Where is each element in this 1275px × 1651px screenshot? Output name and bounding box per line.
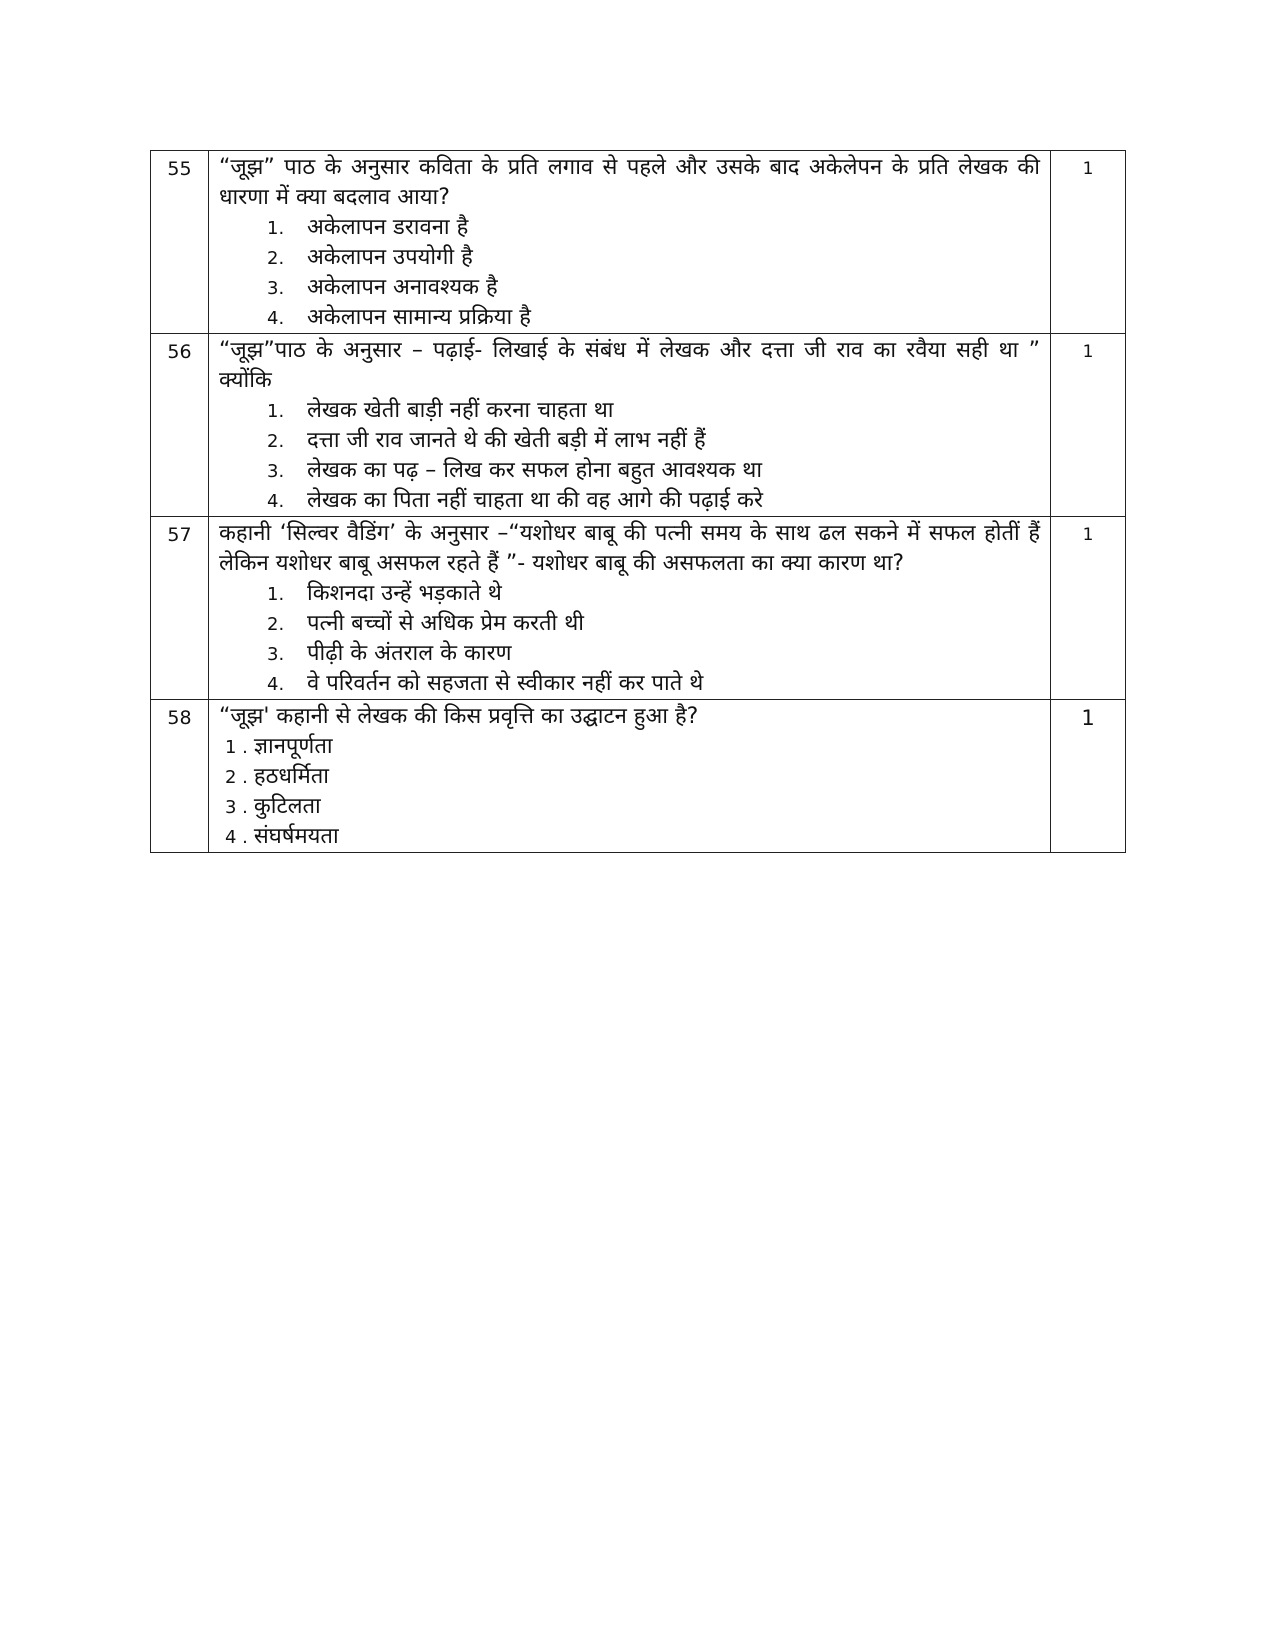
option-number: 4. bbox=[267, 491, 285, 512]
option-number: 3. bbox=[267, 461, 285, 482]
question-body bbox=[209, 700, 1051, 853]
option-list bbox=[219, 396, 1040, 516]
option-list bbox=[219, 213, 1040, 333]
option-number: 3. bbox=[267, 644, 285, 665]
option-number: 3. bbox=[267, 278, 285, 299]
option-number: 1. bbox=[267, 401, 285, 422]
option-list bbox=[219, 732, 1040, 852]
question-number: 57 bbox=[151, 517, 209, 700]
question-row-57 bbox=[151, 517, 1126, 700]
question-number: 58 bbox=[151, 700, 209, 853]
question-row-55 bbox=[151, 151, 1126, 334]
option-item bbox=[267, 243, 1040, 273]
option-number: 1 . bbox=[225, 737, 248, 758]
question-table bbox=[150, 150, 1126, 853]
option-text: अकेलापन सामान्य प्रक्रिया है bbox=[307, 305, 531, 330]
option-item bbox=[225, 822, 1040, 852]
question-row-56 bbox=[151, 334, 1126, 517]
option-number: 3 . bbox=[225, 797, 248, 818]
option-text: पत्नी बच्चों से अधिक प्रेम करती थी bbox=[307, 611, 585, 636]
option-number: 1. bbox=[267, 218, 285, 239]
question-text: “जूझ' कहानी से लेखक की किस प्रवृत्ति का उद्घाटन हुआ है? bbox=[219, 704, 699, 729]
question-text: “जूझ”पाठ के अनुसार – पढ़ाई- लिखाई के संबंध में लेखक और दत्ता जी राव का रवैया सही था ” क्योंकि bbox=[219, 338, 1040, 393]
question-number: 56 bbox=[151, 334, 209, 517]
option-item bbox=[267, 669, 1040, 699]
question-body bbox=[209, 517, 1051, 700]
option-text: पीढ़ी के अंतराल के कारण bbox=[307, 641, 512, 666]
option-item bbox=[267, 303, 1040, 333]
option-text: अकेलापन अनावश्यक है bbox=[307, 275, 498, 300]
option-item bbox=[225, 762, 1040, 792]
option-item bbox=[267, 609, 1040, 639]
option-number: 2. bbox=[267, 614, 285, 635]
option-text: संघर्षमयता bbox=[253, 824, 339, 849]
option-text: दत्ता जी राव जानते थे की खेती बड़ी में लाभ नहीं हैं bbox=[307, 428, 706, 453]
question-row-58 bbox=[151, 700, 1126, 853]
option-item bbox=[267, 486, 1040, 516]
question-text: “जूझ” पाठ के अनुसार कविता के प्रति लगाव से पहले और उसके बाद अकेलेपन के प्रति लेखक की धारणा में क्या बदलाव आया? bbox=[219, 155, 1040, 210]
option-text: हठधर्मिता bbox=[253, 764, 329, 789]
option-number: 4. bbox=[267, 308, 285, 329]
marks-value: 1 bbox=[1051, 151, 1126, 334]
option-text: वे परिवर्तन को सहजता से स्वीकार नहीं कर पाते थे bbox=[307, 671, 704, 696]
option-number: 2 . bbox=[225, 767, 248, 788]
option-text: अकेलापन डरावना है bbox=[307, 215, 469, 240]
option-item bbox=[267, 273, 1040, 303]
option-number: 1. bbox=[267, 584, 285, 605]
marks-value: 1 bbox=[1051, 334, 1126, 517]
marks-value: 1 bbox=[1051, 517, 1126, 700]
option-item bbox=[267, 456, 1040, 486]
option-text: कुटिलता bbox=[253, 794, 321, 819]
option-text: ज्ञानपूर्णता bbox=[253, 734, 333, 759]
option-number: 4. bbox=[267, 674, 285, 695]
option-text: लेखक का पिता नहीं चाहता था की वह आगे की पढ़ाई करे bbox=[307, 488, 763, 513]
option-number: 2. bbox=[267, 248, 285, 269]
option-item bbox=[267, 426, 1040, 456]
option-item bbox=[267, 579, 1040, 609]
option-item bbox=[225, 792, 1040, 822]
option-text: लेखक खेती बाड़ी नहीं करना चाहता था bbox=[307, 398, 614, 423]
option-text: किशनदा उन्हें भड़काते थे bbox=[307, 581, 502, 606]
option-item bbox=[267, 639, 1040, 669]
option-text: अकेलापन उपयोगी है bbox=[307, 245, 473, 270]
marks-value: 1 bbox=[1051, 700, 1126, 853]
option-item bbox=[267, 396, 1040, 426]
option-text: लेखक का पढ़ – लिख कर सफल होना बहुत आवश्यक था bbox=[307, 458, 763, 483]
option-item bbox=[225, 732, 1040, 762]
question-body bbox=[209, 334, 1051, 517]
option-item bbox=[267, 213, 1040, 243]
option-number: 2. bbox=[267, 431, 285, 452]
option-number: 4 . bbox=[225, 827, 248, 848]
question-body bbox=[209, 151, 1051, 334]
question-number: 55 bbox=[151, 151, 209, 334]
question-text: कहानी ‘सिल्वर वैडिंग’ के अनुसार –“यशोधर बाबू की पत्नी समय के साथ ढल सकने में सफल होतीं हैं लेकिन यशोधर बाबू असफल रहते हैं ”- यशोधर बाबू की असफलता का क्या कारण था? bbox=[219, 521, 1040, 576]
option-list bbox=[219, 579, 1040, 699]
